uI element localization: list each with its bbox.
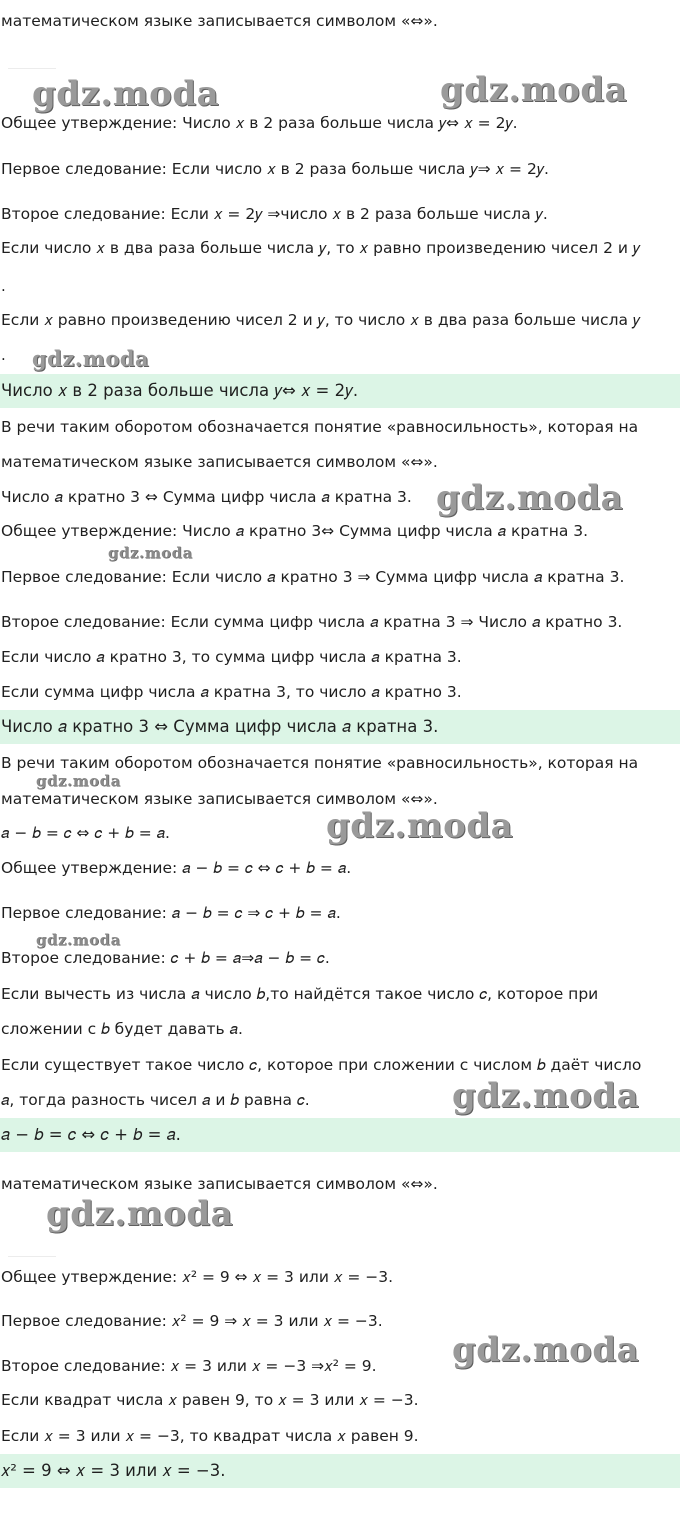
text-line: математическом языке записывается символом «⇔». (1, 790, 438, 808)
text-line: Если 𝑥 = 3 или 𝑥 = −3, то квадрат числа 𝑥 равен 9. (1, 1427, 419, 1445)
separator (8, 68, 56, 69)
watermark-logo: gdz.moda (32, 74, 220, 114)
text-line: Второе следование: 𝑐 + 𝑏 = 𝑎⇒𝑎 − 𝑏 = 𝑐. (1, 949, 330, 967)
period-mark: . (1, 277, 6, 295)
period-mark: . (1, 346, 6, 364)
text-line: математическом языке записывается символом «⇔». (1, 1175, 438, 1193)
text-line: 𝑎, тогда разность чисел 𝑎 и 𝑏 равна 𝑐. (1, 1091, 310, 1109)
text-line: Если 𝑥 равно произведению чисел 2 и 𝑦, то число 𝑥 в два раза больше числа 𝑦 (1, 311, 641, 329)
text-line: Общее утверждение: 𝑥² = 9 ⇔ 𝑥 = 3 или 𝑥 = −3. (1, 1268, 394, 1286)
text-line: В речи таким оборотом обозначается понятие «равносильность», которая на (1, 418, 639, 436)
separator (8, 1256, 56, 1257)
watermark-logo: gdz.moda (36, 772, 121, 790)
text-line: Второе следование: 𝑥 = 3 или 𝑥 = −3 ⇒𝑥² = 9. (1, 1357, 377, 1375)
text-line: Если число 𝑥 в два раза больше числа 𝑦, то 𝑥 равно произведению чисел 2 и 𝑦 (1, 239, 641, 257)
answer-highlight: 𝑥² = 9 ⇔ 𝑥 = 3 или 𝑥 = −3. (0, 1454, 680, 1488)
watermark-logo: gdz.moda (36, 931, 121, 949)
text-line: 𝑎 − 𝑏 = 𝑐 ⇔ 𝑐 + 𝑏 = 𝑎. (1, 824, 170, 842)
watermark-logo: gdz.moda (452, 1076, 640, 1116)
text-line: математическом языке записывается символом «⇔». (1, 453, 438, 471)
text-line: Общее утверждение: 𝑎 − 𝑏 = 𝑐 ⇔ 𝑐 + 𝑏 = 𝑎. (1, 859, 352, 877)
text-line: Если вычесть из числа 𝑎 число 𝑏,то найдётся такое число 𝑐, которое при (1, 985, 599, 1003)
watermark-logo: gdz.moda (326, 806, 514, 846)
text-line: В речи таким оборотом обозначается понятие «равносильность», которая на (1, 754, 639, 772)
text-line: Число 𝑎 кратно 3 ⇔ Сумма цифр числа 𝑎 кратна 3. (1, 488, 412, 506)
text-line: Второе следование: Если 𝑥 = 2𝑦 ⇒число 𝑥 в 2 раза больше числа 𝑦. (1, 205, 548, 223)
watermark-logo: gdz.moda (46, 1194, 234, 1234)
text-line: Общее утверждение: Число 𝑥 в 2 раза больше числа 𝑦⇔ 𝑥 = 2𝑦. (1, 114, 518, 132)
watermark-logo: gdz.moda (440, 70, 628, 110)
answer-highlight: Число 𝑎 кратно 3 ⇔ Сумма цифр числа 𝑎 кратна 3. (0, 710, 680, 744)
text-line: Если квадрат числа 𝑥 равен 9, то 𝑥 = 3 или 𝑥 = −3. (1, 1391, 419, 1409)
text-line: математическом языке записывается символом «⇔». (1, 12, 438, 30)
text-line: Первое следование: 𝑎 − 𝑏 = 𝑐 ⇒ 𝑐 + 𝑏 = 𝑎. (1, 904, 341, 922)
watermark-logo: gdz.moda (32, 346, 150, 371)
text-line: Первое следование: 𝑥² = 9 ⇒ 𝑥 = 3 или 𝑥 = −3. (1, 1312, 383, 1330)
text-line: Общее утверждение: Число 𝑎 кратно 3⇔ Сумма цифр числа 𝑎 кратна 3. (1, 522, 589, 540)
text-line: сложении с 𝑏 будет давать 𝑎. (1, 1020, 243, 1038)
text-line: Если сумма цифр числа 𝑎 кратна 3, то число 𝑎 кратно 3. (1, 683, 462, 701)
text-line: Первое следование: Если число 𝑥 в 2 раза больше числа 𝑦⇒ 𝑥 = 2𝑦. (1, 160, 549, 178)
text-line: Если существует такое число 𝑐, которое при сложении с числом 𝑏 даёт число (1, 1056, 642, 1074)
watermark-logo: gdz.moda (108, 544, 193, 562)
text-line: Второе следование: Если сумма цифр числа 𝑎 кратна 3 ⇒ Число 𝑎 кратно 3. (1, 613, 623, 631)
answer-highlight: Число 𝑥 в 2 раза больше числа 𝑦⇔ 𝑥 = 2𝑦. (0, 374, 680, 408)
text-line: Первое следование: Если число 𝑎 кратно 3 ⇒ Сумма цифр числа 𝑎 кратна 3. (1, 568, 625, 586)
answer-highlight: 𝑎 − 𝑏 = 𝑐 ⇔ 𝑐 + 𝑏 = 𝑎. (0, 1118, 680, 1152)
watermark-logo: gdz.moda (436, 478, 624, 518)
watermark-logo: gdz.moda (452, 1330, 640, 1370)
text-line: Если число 𝑎 кратно 3, то сумма цифр числа 𝑎 кратна 3. (1, 648, 462, 666)
